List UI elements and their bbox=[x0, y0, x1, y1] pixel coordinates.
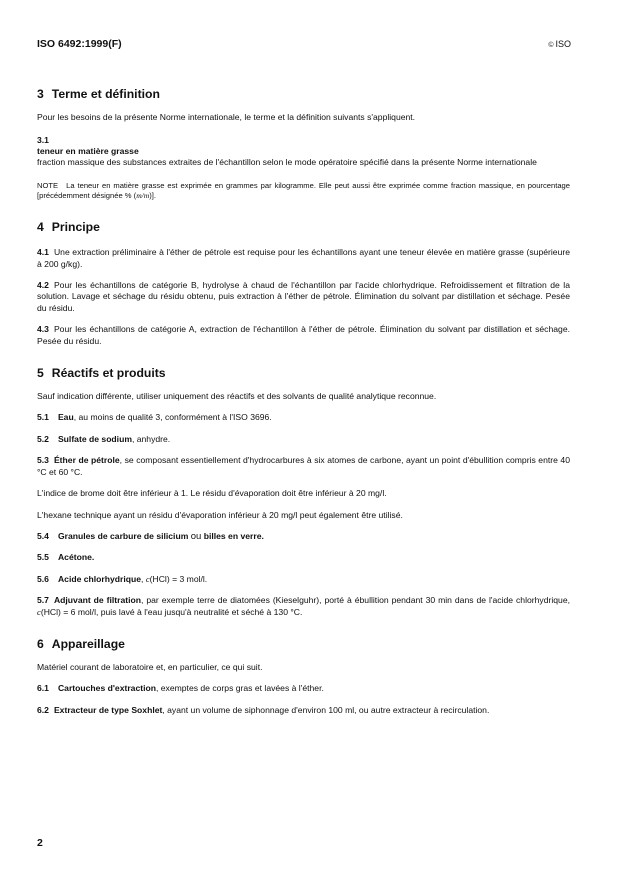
clause-5-3: 5.3 Éther de pétrole, se composant essentiellement d'hydrocarbures à six atomes de carbone, ayant un point d'ébullition compris entre 40 °C et 60 °C. bbox=[37, 455, 570, 477]
clause-5-3-hexane: L'hexane technique ayant un résidu d'évaporation inférieur à 20 mg/l peut également être utilisé. bbox=[37, 509, 403, 520]
copyright-symbol: © bbox=[548, 42, 554, 49]
clause-5-2: 5.2 Sulfate de sodium, anhydre. bbox=[37, 433, 171, 444]
section-3-heading: 3 Terme et définition bbox=[37, 87, 160, 101]
definition-term: teneur en matière grasse bbox=[37, 146, 139, 157]
clause-4-1: 4.1 Une extraction préliminaire à l'éther de pétrole est requise pour les échantillons ayant une teneur élevée en matière grasse (supérieure à 200 g/kg). bbox=[37, 247, 570, 269]
section-6-heading: 6 Appareillage bbox=[37, 636, 125, 651]
section-3-intro: Pour les besoins de la présente Norme internationale, le terme et la définition suivants s'appliquent. bbox=[37, 112, 416, 122]
clause-5-3-bromine: L'indice de brome doit être inférieur à 1. Le résidu d'évaporation doit être inférieur à 20 mg/l. bbox=[37, 488, 387, 499]
header-org: ISO bbox=[555, 39, 571, 49]
clause-6-1: 6.1 Cartouches d'extraction, exemptes de corps gras et lavées à l'éther. bbox=[37, 683, 324, 694]
header-copyright bbox=[548, 39, 571, 49]
clause-4-3: 4.3 Pour les échantillons de catégorie A, extraction de l'échantillon à l'éther de pétrole. Élimination du solvant par distillation et séchage. Pesée du résidu. bbox=[37, 324, 570, 346]
definition-number: 3.1 bbox=[37, 135, 49, 146]
definition-note: NOTE La teneur en matière grasse est exprimée en grammes par kilogramme. Elle peut aussi être exprimée comme fraction massique, en pourcentage [précédemment désignée % (m/m)]. bbox=[37, 180, 570, 201]
section-5-heading: 5 Réactifs et produits bbox=[37, 366, 166, 381]
clause-5-1: 5.1 Eau, au moins de qualité 3, conformément à l'ISO 3696. bbox=[37, 412, 272, 423]
clause-5-4: 5.4 Granules de carbure de silicium ou billes en verre. bbox=[37, 530, 264, 542]
section-6-intro: Matériel courant de laboratoire et, en particulier, ce qui suit. bbox=[37, 661, 263, 672]
page-number: 2 bbox=[37, 837, 43, 849]
page-content bbox=[37, 80, 570, 716]
definition-text: fraction massique des substances extraites de l'échantillon selon le mode opératoire spécifié dans la présente Norme internationale bbox=[37, 157, 537, 168]
section-5-intro: Sauf indication différente, utiliser uniquement des réactifs et des solvants de qualité analytique reconnue. bbox=[37, 391, 437, 402]
header-standard-id: ISO 6492:1999(F) bbox=[37, 38, 122, 50]
clause-6-2: 6.2 Extracteur de type Soxhlet, ayant un volume de siphonnage d'environ 100 ml, ou autre extracteur à recirculation. bbox=[37, 704, 490, 715]
clause-5-6: 5.6 Acide chlorhydrique, c(HCl) = 3 mol/l. bbox=[37, 573, 208, 584]
clause-5-5: 5.5 Acétone. bbox=[37, 552, 95, 563]
clause-5-7: 5.7 Adjuvant de filtration, par exemple terre de diatomées (Kieselguhr), porté à ébullition pendant 30 min dans de l'acide chlorhydrique, c(HCl) = 6 mol/l, puis lavé à l'eau jusqu'à neutralité et séché à 130 °C. bbox=[37, 595, 570, 617]
clause-4-2: 4.2 Pour les échantillons de catégorie B, hydrolyse à chaud de l'échantillon par l'acide chlorhydrique. Refroidissement et filtration de la solution. Lavage et séchage du résidu obtenu, puis extraction à l'éther de pétrole. Élimination du solvant par distillation et séchage. Pesée du résidu. bbox=[37, 280, 570, 313]
section-4-heading: 4 Principe bbox=[37, 220, 100, 235]
